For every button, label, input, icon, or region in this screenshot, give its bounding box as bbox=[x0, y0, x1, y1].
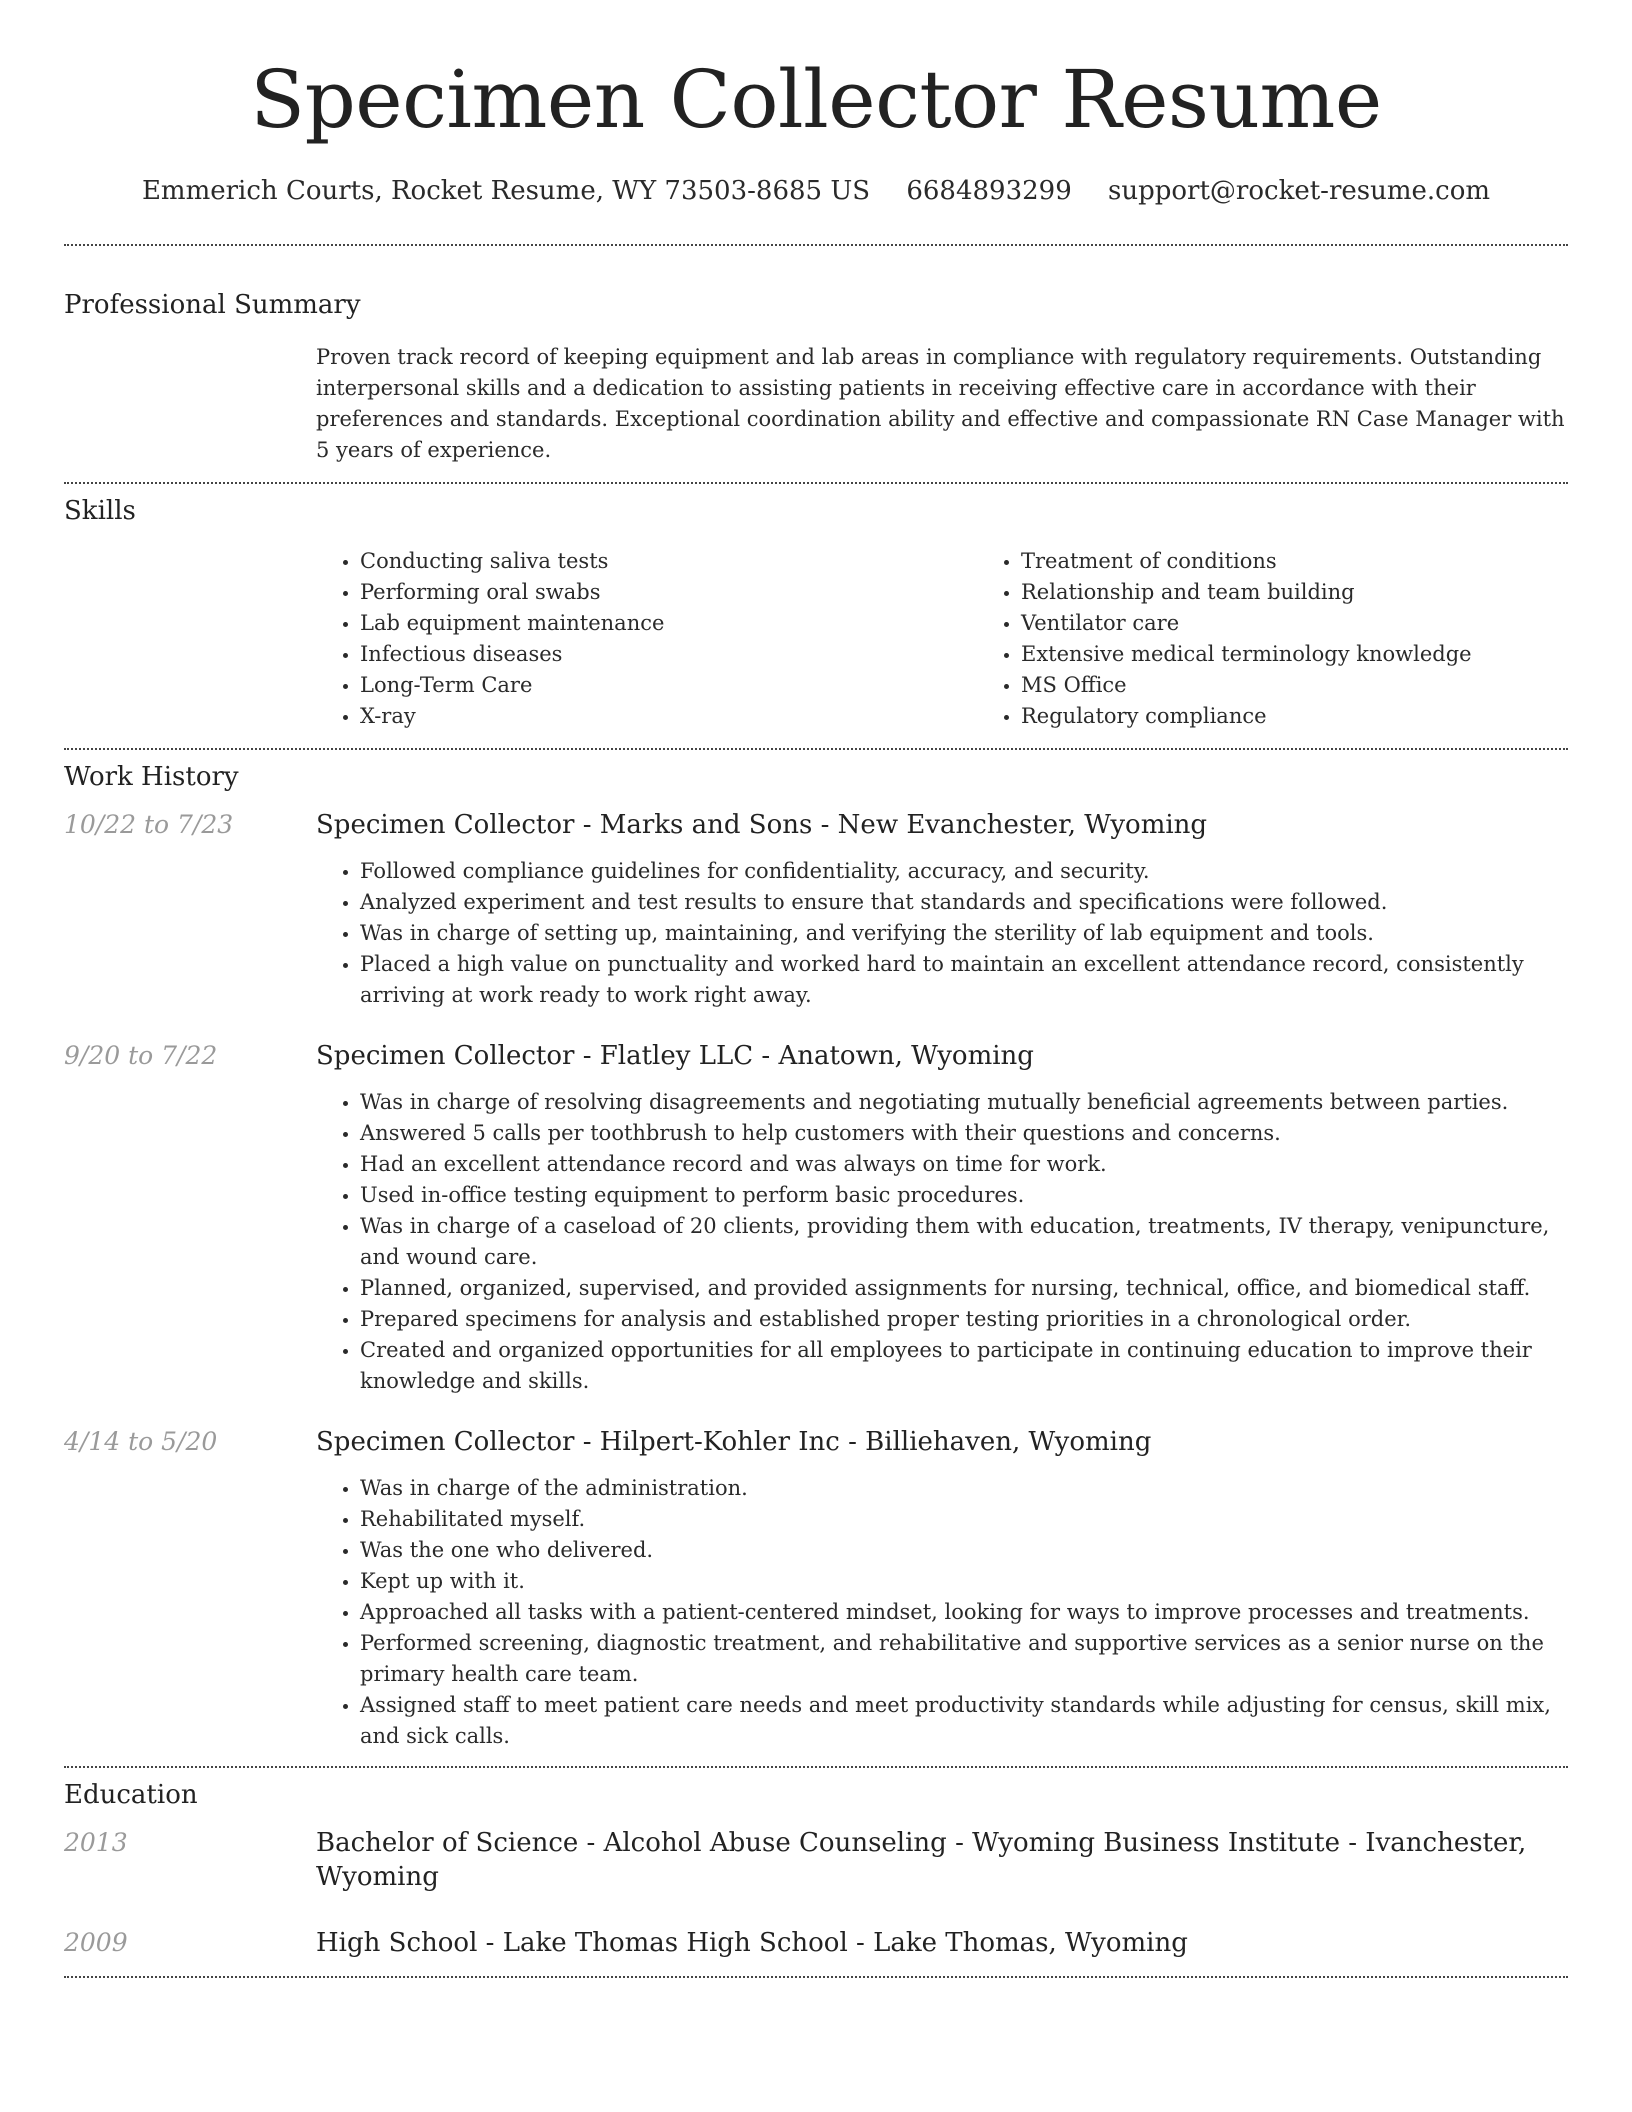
skill-item: • X-ray bbox=[360, 701, 977, 732]
job-bullet: • Had an excellent attendance record and was always on time for work. bbox=[360, 1149, 1568, 1180]
job-bullet: • Followed compliance guidelines for confidentiality, accuracy, and security. bbox=[360, 856, 1568, 887]
job-bullets bbox=[316, 1087, 1568, 1397]
job-dates: 4/14 to 5/20 bbox=[64, 1427, 218, 1456]
skills-list-right bbox=[977, 546, 1632, 732]
job-bullet: • Approached all tasks with a patient-centered mindset, looking for ways to improve processes and treatments. bbox=[360, 1597, 1568, 1628]
job-title: Specimen Collector - Flatley LLC - Anatown, Wyoming bbox=[316, 1041, 1034, 1071]
job-bullet: • Prepared specimens for analysis and established proper testing priorities in a chronological order. bbox=[360, 1304, 1568, 1335]
summary-text: Proven track record of keeping equipment and lab areas in compliance with regulatory requirements. Outstanding interpersonal skills and a dedication to assisting patients in receiving effective care in accordance with their preferences and standards. Exceptional coordination ability and effective and compassionate RN Case Manager with 5 years of experience. bbox=[316, 345, 1565, 462]
resume-title: Specimen Collector Resume bbox=[250, 53, 1382, 146]
education-entry bbox=[64, 1926, 1568, 1960]
summary-section bbox=[64, 246, 1568, 466]
skill-item: • MS Office bbox=[1021, 670, 1632, 701]
skill-item: • Long-Term Care bbox=[360, 670, 977, 701]
job-bullet: • Planned, organized, supervised, and provided assignments for nursing, technical, office, and biomedical staff. bbox=[360, 1273, 1568, 1304]
job-bullet: • Analyzed experiment and test results to ensure that standards and specifications were followed. bbox=[360, 887, 1568, 918]
education-year: 2009 bbox=[64, 1928, 128, 1957]
job-entry bbox=[64, 808, 1568, 1011]
education-list bbox=[64, 1826, 1568, 1960]
job-entry bbox=[64, 1039, 1568, 1397]
contact-line bbox=[64, 174, 1568, 208]
job-bullet: • Kept up with it. bbox=[360, 1566, 1568, 1597]
skill-item: • Lab equipment maintenance bbox=[360, 608, 977, 639]
job-bullet: • Was in charge of resolving disagreements and negotiating mutually beneficial agreements between parties. bbox=[360, 1087, 1568, 1118]
job-title: Specimen Collector - Marks and Sons - New Evanchester, Wyoming bbox=[316, 810, 1208, 840]
divider bbox=[64, 1976, 1568, 1978]
contact-address: Emmerich Courts, Rocket Resume, WY 73503-8685 US bbox=[141, 176, 871, 206]
job-bullet: • Was in charge of setting up, maintaining, and verifying the sterility of lab equipment and tools. bbox=[360, 918, 1568, 949]
skill-item: • Infectious diseases bbox=[360, 639, 977, 670]
skill-item: • Relationship and team building bbox=[1021, 577, 1632, 608]
section-heading-work: Work History bbox=[64, 762, 239, 792]
skill-item: • Regulatory compliance bbox=[1021, 701, 1632, 732]
job-bullets bbox=[316, 1473, 1568, 1752]
job-title: Specimen Collector - Hilpert-Kohler Inc - Billiehaven, Wyoming bbox=[316, 1427, 1152, 1457]
education-year: 2013 bbox=[64, 1828, 128, 1857]
skill-item: • Treatment of conditions bbox=[1021, 546, 1632, 577]
work-section bbox=[64, 750, 1568, 1752]
job-bullet: • Was in charge of a caseload of 20 clients, providing them with education, treatments, IV therapy, venipuncture, and wound care. bbox=[360, 1211, 1568, 1273]
job-bullet: • Performed screening, diagnostic treatment, and rehabilitative and supportive services as a senior nurse on the primary health care team. bbox=[360, 1628, 1568, 1690]
job-bullet: • Used in-office testing equipment to perform basic procedures. bbox=[360, 1180, 1568, 1211]
contact-email: support@rocket-resume.com bbox=[1108, 176, 1491, 206]
section-heading-summary: Professional Summary bbox=[64, 290, 361, 320]
section-heading-skills: Skills bbox=[64, 496, 136, 526]
job-bullet: • Answered 5 calls per toothbrush to help customers with their questions and concerns. bbox=[360, 1118, 1568, 1149]
job-bullet: • Was in charge of the administration. bbox=[360, 1473, 1568, 1504]
job-bullet: • Rehabilitated myself. bbox=[360, 1504, 1568, 1535]
skill-item: • Performing oral swabs bbox=[360, 577, 977, 608]
job-bullets bbox=[316, 856, 1568, 1011]
education-section bbox=[64, 1768, 1568, 1960]
job-bullet: • Placed a high value on punctuality and worked hard to maintain an excellent attendance record, consistently arriving at work ready to work right away. bbox=[360, 949, 1568, 1011]
job-list bbox=[64, 808, 1568, 1752]
skill-item: • Extensive medical terminology knowledge bbox=[1021, 639, 1632, 670]
education-title: High School - Lake Thomas High School - Lake Thomas, Wyoming bbox=[316, 1928, 1188, 1958]
job-dates: 9/20 to 7/22 bbox=[64, 1041, 218, 1070]
education-title: Bachelor of Science - Alcohol Abuse Counseling - Wyoming Business Institute - Ivanchester, Wyoming bbox=[316, 1828, 1527, 1892]
job-entry bbox=[64, 1425, 1568, 1752]
job-bullet: • Assigned staff to meet patient care needs and meet productivity standards while adjusting for census, skill mix, and sick calls. bbox=[360, 1690, 1568, 1752]
section-heading-education: Education bbox=[64, 1780, 198, 1810]
job-bullet: • Created and organized opportunities for all employees to participate in continuing education to improve their knowledge and skills. bbox=[360, 1335, 1568, 1397]
skills-section bbox=[64, 484, 1568, 732]
skill-item: • Ventilator care bbox=[1021, 608, 1632, 639]
job-bullet: • Was the one who delivered. bbox=[360, 1535, 1568, 1566]
skill-item: • Conducting saliva tests bbox=[360, 546, 977, 577]
job-dates: 10/22 to 7/23 bbox=[64, 810, 234, 839]
education-entry bbox=[64, 1826, 1568, 1894]
contact-phone: 6684893299 bbox=[906, 176, 1072, 206]
skills-list-left bbox=[316, 546, 977, 732]
